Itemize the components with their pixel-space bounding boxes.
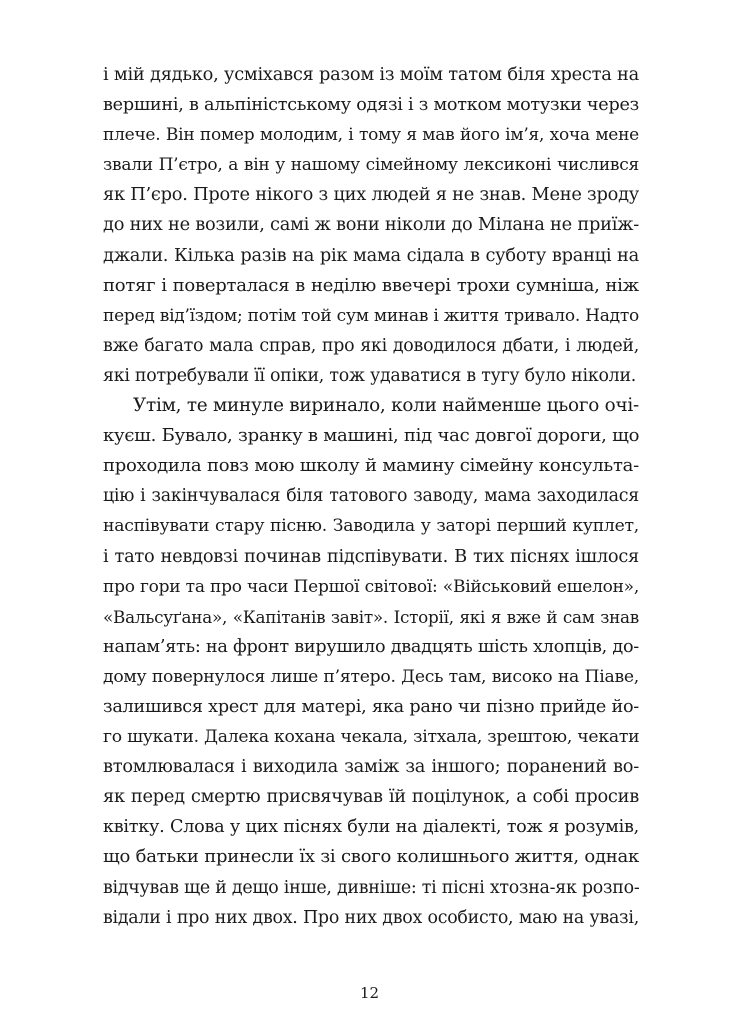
text-line: відчував ще й дещо інше, дивніше: ті пісні хтозна-як розпо- [103, 877, 640, 898]
text-line: втомлювалася і виходила заміж за іншого; поранений во- [103, 756, 639, 778]
text-line: цію і закінчувалася біля татового заводу, мама заходилася [103, 486, 639, 507]
paragraph [103, 391, 639, 933]
text-line: залишився хрест для матері, яка рано чи пізно прийде йо- [103, 696, 639, 717]
text-line: Утім, те минуле виринало, коли найменше цього очі- [133, 395, 640, 417]
text-line: квітку. Слова у цих піснях були на діалекті, тож я розумів, [103, 817, 639, 838]
text-line: джали. Кілька разів на рік мама сідала в суботу вранці на [103, 244, 639, 266]
text-line: наспівувати стару пісню. Заводила у заторі перший куплет, [103, 516, 639, 537]
text-line: дому повернулося лише п’ятеро. Десь там, високо на Піаве, [103, 666, 639, 687]
text-line: вершині, в альпіністському одязі і з мотком мотузки через [103, 95, 639, 116]
text-line: напам’ять: на фронт вирушило двадцять шість хлопців, до- [103, 636, 639, 657]
text-line: звали П’єтро, а він у нашому сімейному лексиконі числився [103, 155, 639, 176]
text-line: перед від’їздом; потім той сум минав і життя тривало. Надто [103, 305, 639, 326]
text-line: до них не возили, самі ж вони ніколи до Мілана не приїж- [103, 214, 639, 236]
text-line: плече. Він помер молодим, і тому я мав його ім’я, хоча мене [103, 125, 639, 146]
text-line: «Вальсуґана», «Капітанів завіт». Історії, які я вже й сам знав [103, 606, 639, 627]
paragraph [103, 60, 639, 391]
text-line: відали і про них двох. Про них двох особисто, маю на увазі, [103, 907, 639, 928]
page-number: 12 [359, 984, 380, 1002]
text-line: потяг і поверталася в неділю ввечері трохи сумніша, ніж [103, 274, 639, 296]
text-line: го шукати. Далека кохана чекала, зітхала, зрештою, чекати [103, 727, 640, 748]
text-line: і мій дядько, усміхався разом із моїм татом біля хреста на [103, 64, 639, 85]
text-line: як перед смертю присвячував їй поцілунок, а собі просив [103, 786, 639, 808]
text-line: про гори та про часи Першої світової: «Військовий ешелон», [103, 576, 639, 597]
text-line: проходила повз мою школу й мамину сімейну консульта- [103, 455, 639, 477]
text-line: які потребували її опіки, тож удаватися в тугу було ніколи. [103, 365, 637, 386]
text-line: що батьки принесли їх зі свого колишнього життя, однак [103, 846, 639, 868]
text-line: як П’єро. Проте нікого з цих людей я не знав. Мене зроду [103, 184, 639, 206]
text-line: вже багато мала справ, про які доводилося дбати, і людей, [103, 335, 639, 356]
body-text [103, 60, 639, 933]
text-line: і тато невдовзі починав підспівувати. В тих піснях ішлося [103, 545, 639, 567]
text-line: куєш. Бувало, зранку в машині, під час довгої дороги, що [103, 425, 640, 447]
